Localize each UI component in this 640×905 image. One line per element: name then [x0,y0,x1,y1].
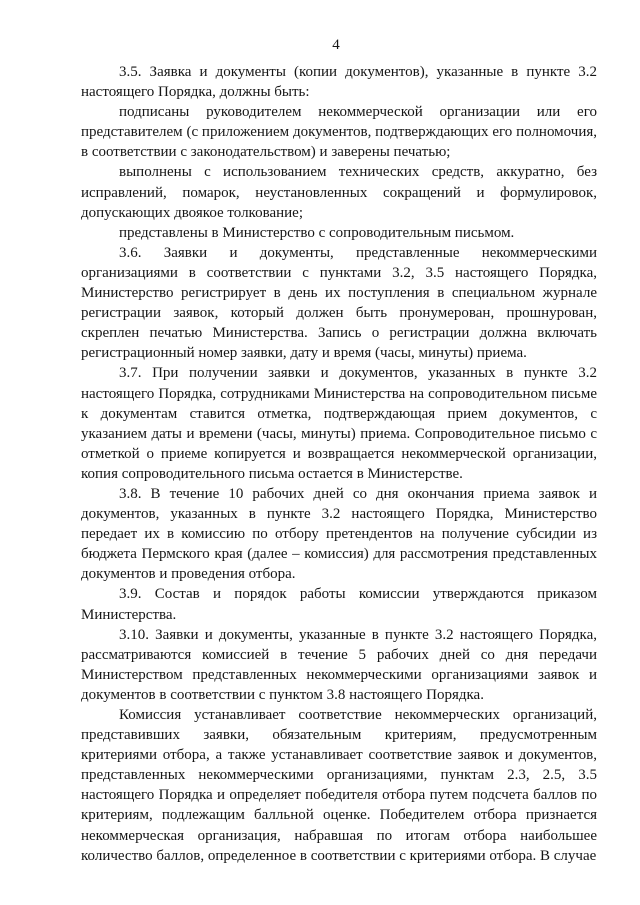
paragraph-executed: выполнены с использованием технических средств, аккуратно, без исправлений, помарок, неустановленных сокращений и формулировок, допускающих двоякое толкование; [81,164,597,221]
paragraph-3-6: 3.6. Заявки и документы, представленные некоммерческими организациями в соответствии с пунктами 3.2, 3.5 настоящего Порядка, Министерство регистрирует в день их поступления в специальном журнале регистрации заявок, который должен быть пронумерован, прошнурован, скреплен печатью Министерства. Запись о регистрации должна включать регистрационный номер заявки, дату и время (часы, минуты) приема. [81,244,597,362]
paragraph-3-10: 3.10. Заявки и документы, указанные в пункте 3.2 настоящего Порядка, рассматриваются комиссией в течение 5 рабочих дней со дня передачи Министерством представленных некоммерческими организациями заявок и документов в соответствии с пунктом 3.8 настоящего Порядка. [81,626,597,703]
paragraph-signed: подписаны руководителем некоммерческой организации или его представителем (с приложением документов, подтверждающих его полномочия, в соответствии с законодательством) и заверены печатью; [81,104,597,161]
paragraph-3-9: 3.9. Состав и порядок работы комиссии утверждаются приказом Министерства. [81,586,597,623]
paragraph-3-8: 3.8. В течение 10 рабочих дней со дня окончания приема заявок и документов, указанных в пункте 3.2 настоящего Порядка, Министерство передает их в комиссию по отбору претендентов на получение субсидии из бюджета Пермского края (далее – комиссия) для рассмотрения представленных документов и проведения отбора. [81,485,597,583]
paragraph-3-7: 3.7. При получении заявки и документов, указанных в пункте 3.2 настоящего Порядка, сотрудниками Министерства на сопроводительном письме к документам ставится отметка, подтверждающая прием документов, с указанием даты и времени (часы, минуты) приема. Сопроводительное письмо с отметкой о приеме копируется и возвращается некоммерческой организации, копия сопроводительного письма остается в Министерстве. [81,365,597,482]
paragraph-3-5: 3.5. Заявка и документы (копии документов), указанные в пункте 3.2 настоящего Порядка, должны быть: [81,64,597,101]
paragraph-submitted: представлены в Министерство с сопроводительным письмом. [119,224,515,241]
paragraph-commission: Комиссия устанавливает соответствие некоммерческих организаций, представивших заявки, обязательным критериям, предусмотренным критериями отбора, а также устанавливает соответствие заявок и документов, представленных некоммерческими организациями, пунктам 2.3, 2.5, 3.5 настоящего Порядка и определяет победителя отбора путем подсчета баллов по критериям, подлежащим балльной оценке. Победителем отбора признается некоммерческая организация, набравшая по итогам отбора наибольшее количество баллов, определенное в соответствии с критериями отбора. В случае [81,707,597,864]
page-number: 4 [332,37,340,53]
document-body [81,62,597,866]
